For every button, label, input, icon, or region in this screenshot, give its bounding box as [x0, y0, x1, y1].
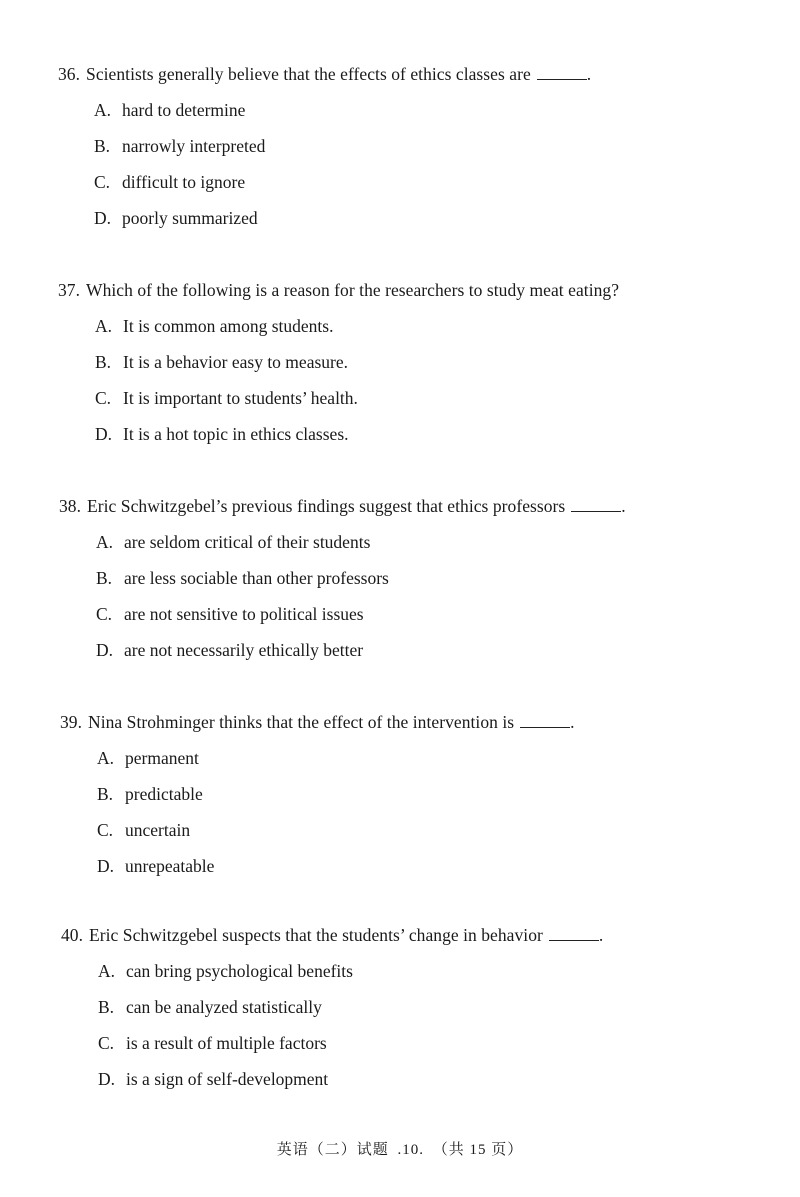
question-stem: [58, 64, 591, 85]
option-text: are less sociable than other professors: [124, 568, 389, 588]
option-c: [98, 1033, 327, 1054]
option-letter: A.: [94, 100, 112, 120]
option-letter: C.: [95, 388, 112, 408]
option-letter: C.: [94, 172, 111, 192]
question-text: Scientists generally believe that the effects of ethics classes are: [86, 64, 531, 84]
option-letter: D.: [97, 856, 115, 876]
footer-total-pages: （共 15 页）: [432, 1142, 524, 1158]
option-letter: D.: [98, 1069, 116, 1089]
question-number: 40.: [61, 925, 84, 945]
option-text: It is a behavior easy to measure.: [123, 352, 348, 372]
page-footer: [0, 1138, 800, 1159]
question-end-punct: .: [570, 712, 575, 732]
option-text: It is a hot topic in ethics classes.: [123, 424, 349, 444]
option-letter: C.: [96, 604, 113, 624]
question-stem: [61, 925, 603, 946]
option-letter: D.: [94, 208, 112, 228]
option-a: [94, 100, 245, 121]
option-b: [97, 784, 203, 805]
question-text: Eric Schwitzgebel’s previous findings suggest that ethics professors: [87, 496, 566, 516]
question-stem: [59, 496, 626, 517]
question-text: Which of the following is a reason for the researchers to study meat eating?: [86, 280, 620, 300]
option-text: are not necessarily ethically better: [124, 640, 364, 660]
option-text: uncertain: [125, 820, 191, 840]
option-text: unrepeatable: [125, 856, 215, 876]
answer-blank: [537, 65, 587, 80]
option-d: [94, 208, 258, 229]
option-text: poorly summarized: [122, 208, 258, 228]
answer-blank: [549, 926, 599, 941]
option-a: [96, 532, 370, 553]
option-letter: D.: [95, 424, 113, 444]
question-number: 38.: [59, 496, 82, 516]
option-b: [94, 136, 265, 157]
option-d: [97, 856, 214, 877]
option-text: hard to determine: [122, 100, 246, 120]
option-letter: C.: [97, 820, 114, 840]
question-end-punct: .: [621, 496, 626, 516]
footer-subject: 英语（二）试题: [276, 1142, 389, 1158]
option-c: [96, 604, 364, 625]
option-text: difficult to ignore: [122, 172, 246, 192]
option-a: [97, 748, 199, 769]
option-text: It is common among students.: [123, 316, 334, 336]
option-d: [98, 1069, 328, 1090]
option-text: can bring psychological benefits: [126, 961, 353, 981]
answer-blank: [520, 713, 570, 728]
option-text: are seldom critical of their students: [124, 532, 371, 552]
option-letter: D.: [96, 640, 114, 660]
option-letter: B.: [98, 997, 115, 1017]
option-text: is a sign of self-development: [126, 1069, 329, 1089]
option-letter: A.: [98, 961, 116, 981]
option-text: is a result of multiple factors: [126, 1033, 327, 1053]
option-letter: C.: [98, 1033, 115, 1053]
question-text: Eric Schwitzgebel suspects that the students’ change in behavior: [89, 925, 543, 945]
option-d: [96, 640, 363, 661]
option-c: [94, 172, 245, 193]
option-b: [95, 352, 348, 373]
option-letter: B.: [97, 784, 114, 804]
question-text: Nina Strohminger thinks that the effect of the intervention is: [88, 712, 515, 732]
question-end-punct: .: [586, 64, 592, 84]
option-letter: A.: [95, 316, 113, 336]
option-letter: B.: [96, 568, 113, 588]
answer-blank: [571, 497, 621, 512]
option-letter: A.: [97, 748, 115, 768]
question-stem: [60, 712, 575, 733]
question-end-punct: .: [598, 925, 604, 945]
option-c: [95, 388, 358, 409]
option-text: narrowly interpreted: [122, 136, 266, 156]
option-b: [96, 568, 389, 589]
option-a: [98, 961, 353, 982]
option-text: can be analyzed statistically: [126, 997, 322, 1017]
question-number: 39.: [60, 712, 83, 732]
option-letter: B.: [95, 352, 112, 372]
option-letter: B.: [94, 136, 111, 156]
footer-page-number: .10.: [397, 1142, 424, 1158]
option-b: [98, 997, 322, 1018]
option-text: It is important to students’ health.: [123, 388, 358, 408]
option-c: [97, 820, 190, 841]
question-number: 37.: [58, 280, 81, 300]
option-d: [95, 424, 349, 445]
option-text: are not sensitive to political issues: [124, 604, 364, 624]
question-stem: [58, 280, 619, 301]
option-letter: A.: [96, 532, 114, 552]
question-number: 36.: [58, 64, 81, 84]
option-text: permanent: [125, 748, 199, 768]
option-a: [95, 316, 333, 337]
option-text: predictable: [125, 784, 203, 804]
